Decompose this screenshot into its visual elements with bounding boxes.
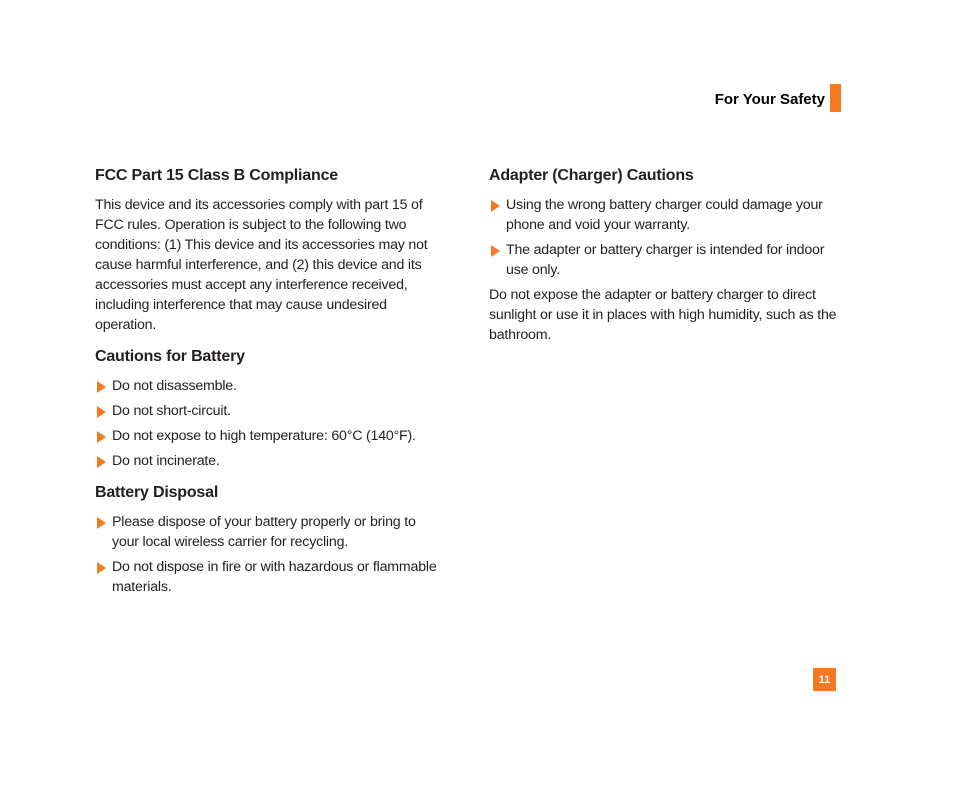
bullet-arrow-icon <box>97 381 106 393</box>
fcc-section <box>95 165 445 335</box>
list-item: Do not disassemble. <box>95 376 445 396</box>
battery-disposal-section <box>95 482 445 597</box>
bullet-arrow-icon <box>97 517 106 529</box>
list-item: The adapter or battery charger is intended for indoor use only. <box>489 240 839 280</box>
adapter-list <box>489 195 839 280</box>
battery-disposal-heading: Battery Disposal <box>95 484 219 501</box>
adapter-section <box>489 165 839 345</box>
fcc-heading: FCC Part 15 Class B Compliance <box>95 167 338 184</box>
left-column <box>95 165 445 608</box>
bullet-arrow-icon <box>97 431 106 443</box>
adapter-body: Do not expose the adapter or battery charger to direct sunlight or use it in places with high humidity, such as the bathroom. <box>489 287 837 343</box>
list-item: Do not short-circuit. <box>95 401 445 421</box>
header-title: For Your Safety <box>714 91 825 108</box>
bullet-arrow-icon <box>97 406 106 418</box>
fcc-body: This device and its accessories comply with part 15 of FCC rules. Operation is subject to the following two conditions: (1) This device and its accessories may not cause harmful interference, and (2) this device and its accessories must accept any interference received, including interference that may cause undesired operation. <box>95 197 428 333</box>
battery-disposal-list <box>95 512 445 597</box>
battery-cautions-heading: Cautions for Battery <box>95 348 245 365</box>
bullet-arrow-icon <box>491 245 500 257</box>
adapter-heading: Adapter (Charger) Cautions <box>489 167 694 184</box>
list-item: Do not expose to high temperature: 60°C (140°F). <box>95 426 445 446</box>
list-item: Do not dispose in fire or with hazardous or flammable materials. <box>95 557 445 597</box>
right-column <box>489 165 839 356</box>
page-number: 11 <box>813 668 836 691</box>
list-item: Using the wrong battery charger could damage your phone and void your warranty. <box>489 195 839 235</box>
battery-cautions-list <box>95 376 445 471</box>
header-accent-bar <box>830 84 841 112</box>
bullet-arrow-icon <box>97 456 106 468</box>
list-item: Do not incinerate. <box>95 451 445 471</box>
bullet-arrow-icon <box>97 562 106 574</box>
list-item: Please dispose of your battery properly or bring to your local wireless carrier for recycling. <box>95 512 445 552</box>
bullet-arrow-icon <box>491 200 500 212</box>
battery-cautions-section <box>95 346 445 471</box>
